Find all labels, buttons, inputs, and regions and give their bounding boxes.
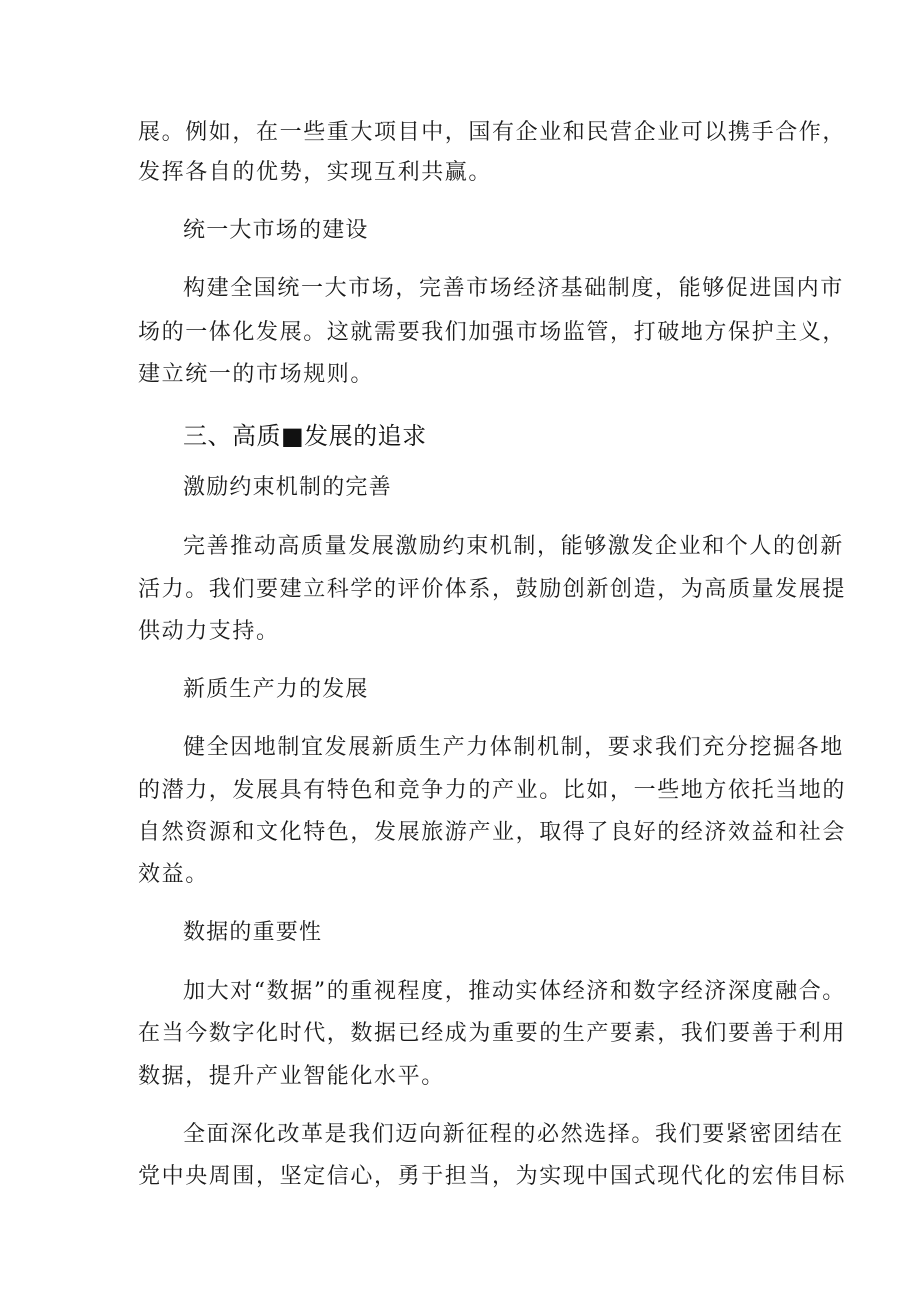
paragraph-line: 构建全国统一大市场，完善市场经济基础制度，能够促进国内市 (183, 276, 844, 301)
paragraph-line: 在当今数字化时代，数据已经成为重要的生产要素，我们要善于利用 (138, 1021, 847, 1046)
paragraph-line: 全面深化改革是我们迈向新征程的必然选择。我们要紧密团结在 (183, 1122, 844, 1147)
paragraph-line: 的潜力，发展具有特色和竞争力的产业。比如，一些地方依托当地的 (138, 778, 847, 803)
paragraph-line: 数据，提升产业智能化水平。 (138, 1064, 445, 1089)
paragraph-line: 自然资源和文化特色，发展旅游产业，取得了良好的经济效益和社会 (138, 820, 847, 845)
paragraph-line: 活力。我们要建立科学的评价体系，鼓励创新创造，为高质量发展提 (138, 577, 847, 602)
subheading-incentive-mechanism: 激励约束机制的完善 (183, 475, 392, 500)
subheading-data-importance: 数据的重要性 (183, 920, 323, 945)
paragraph-line: 供动力支持。 (138, 619, 280, 644)
paragraph-line: 健全因地制宜发展新质生产力体制机制，要求我们充分挖掘各地 (183, 735, 844, 760)
paragraph-line: 场的一体化发展。这就需要我们加强市场监管，打破地方保护主义， (138, 320, 847, 345)
paragraph-line: 加大对“数据”的重视程度，推动实体经济和数字经济深度融合。 (183, 979, 846, 1004)
section-heading: 三、高质■发展的追求 (183, 422, 427, 450)
paragraph-line: 完善推动高质量发展激励约束机制，能够激发企业和个人的创新 (183, 534, 844, 559)
paragraph-line: 效益。 (138, 862, 209, 887)
subheading-new-productivity: 新质生产力的发展 (183, 677, 369, 702)
paragraph-line: 发挥各自的优势，实现互利共赢。 (138, 160, 493, 185)
paragraph-line: 党中央周围，坚定信心，勇于担当，为实现中国式现代化的宏伟目标 (138, 1164, 847, 1189)
subheading-unified-market: 统一大市场的建设 (183, 218, 369, 243)
paragraph-line: 建立统一的市场规则。 (138, 362, 375, 387)
paragraph-line: 展。例如，在一些重大项目中，国有企业和民营企业可以携手合作， (138, 120, 847, 145)
